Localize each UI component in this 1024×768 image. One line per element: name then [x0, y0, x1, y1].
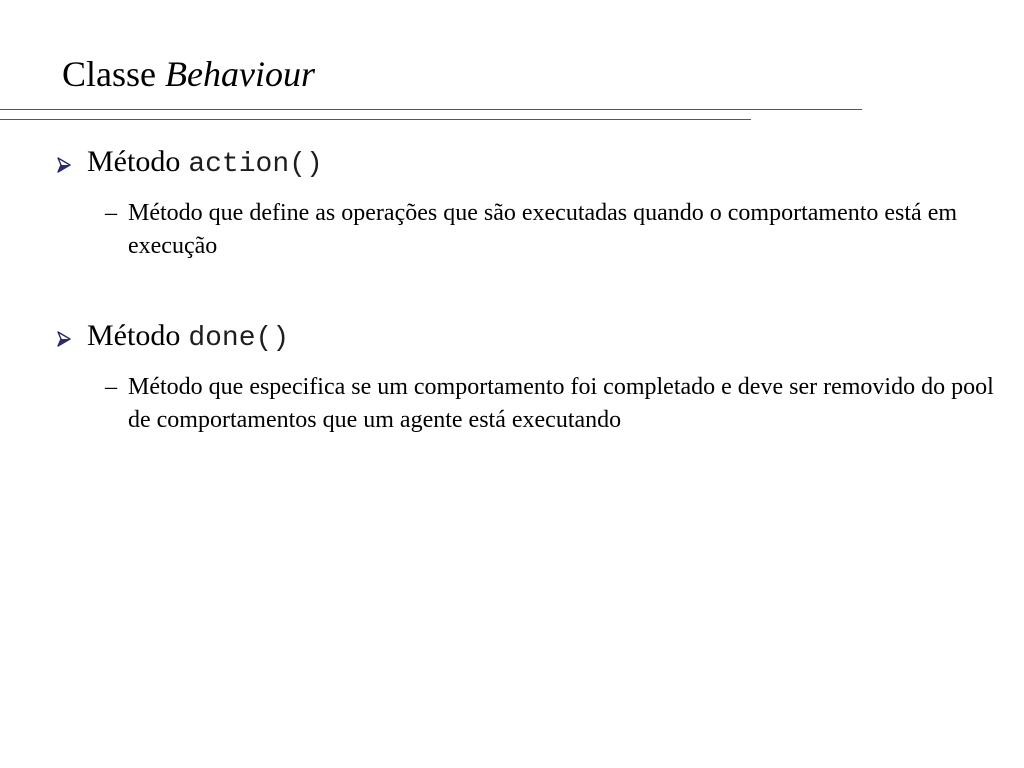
bullet-item-action	[57, 142, 1005, 263]
bullet-item-done	[57, 316, 1005, 437]
bullet-heading	[57, 142, 1005, 185]
slide-title	[62, 52, 315, 96]
title-divider-top	[0, 109, 862, 110]
slide-title-plain: Classe	[62, 54, 156, 94]
method-name: done()	[188, 323, 290, 354]
dash-marker: –	[105, 200, 117, 226]
bullet-heading	[57, 316, 1005, 359]
sub-bullet	[105, 371, 1005, 437]
sub-bullet-text: Método que especifica se um comportamento foi completado e deve ser removido do pool de comportamentos que um agente está executando	[128, 374, 994, 433]
method-name: action()	[188, 149, 323, 180]
arrowhead-bullet-icon	[57, 331, 87, 347]
arrowhead-bullet-icon	[57, 157, 87, 173]
bullet-label: Método	[87, 319, 181, 352]
bullet-label: Método	[87, 145, 181, 178]
title-divider-bottom	[0, 119, 751, 120]
sub-bullet	[105, 197, 1005, 263]
slide-title-italic: Behaviour	[165, 54, 315, 94]
sub-bullet-text: Método que define as operações que são executadas quando o comportamento está em execução	[128, 200, 958, 259]
dash-marker: –	[105, 374, 117, 400]
